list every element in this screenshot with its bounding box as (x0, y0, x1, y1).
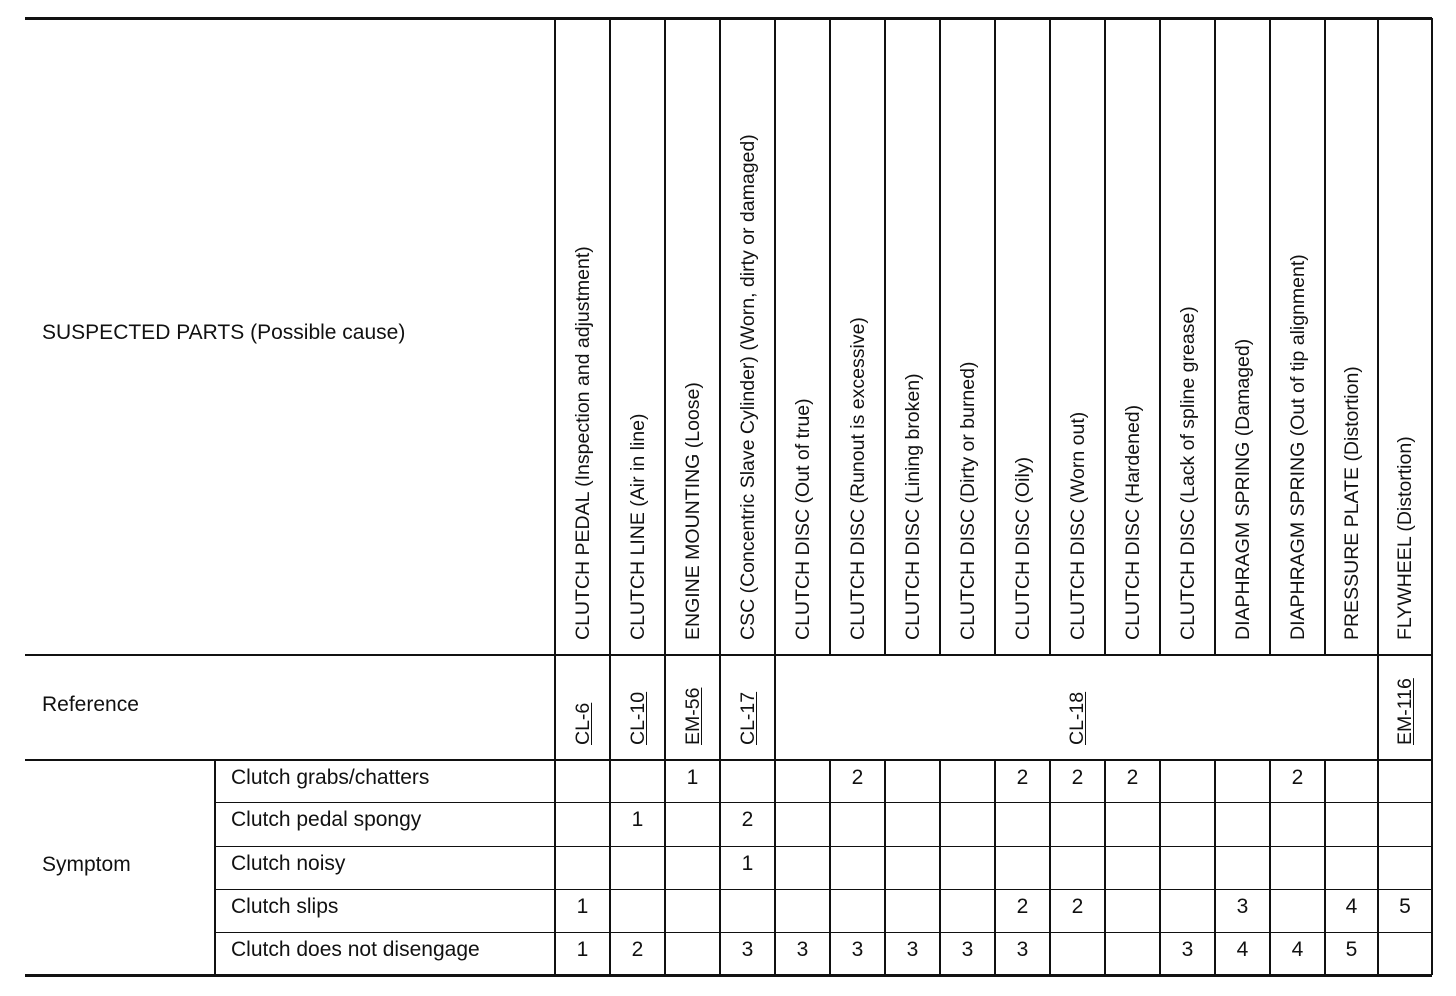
column-divider (1104, 760, 1105, 975)
priority-cell: 2 (1126, 766, 1139, 789)
column-divider (1049, 760, 1050, 975)
reference-divider-vertical (609, 655, 610, 760)
column-divider (1214, 760, 1215, 975)
column-divider (1104, 18, 1105, 655)
column-divider (554, 18, 555, 655)
part-header: CLUTCH DISC (Hardened) (1121, 404, 1144, 640)
column-divider (1049, 18, 1050, 655)
priority-cell: 2 (851, 766, 864, 789)
priority-cell: 5 (1399, 895, 1411, 918)
reference-link[interactable]: EM-116 (1394, 678, 1416, 745)
table-title: SUSPECTED PARTS (Possible cause) (42, 321, 406, 344)
priority-cell: 2 (631, 938, 644, 961)
symptom-name: Clutch noisy (231, 852, 346, 875)
part-header: CLUTCH DISC (Out of true) (791, 398, 814, 640)
symptom-name: Clutch pedal spongy (231, 808, 422, 831)
column-divider (609, 760, 610, 975)
column-divider (884, 760, 885, 975)
part-header: CLUTCH DISC (Oily) (1011, 456, 1034, 640)
column-divider (554, 760, 555, 975)
part-header: CSC (Concentric Slave Cylinder) (Worn, dirty or damaged) (736, 134, 759, 640)
column-divider (774, 760, 775, 975)
column-divider (994, 760, 995, 975)
top-border (25, 17, 1432, 20)
reference-link[interactable]: EM-56 (681, 687, 704, 745)
column-divider (719, 18, 720, 655)
priority-cell: 3 (1181, 938, 1194, 961)
column-divider (939, 760, 940, 975)
priority-cell: 3 (1016, 938, 1029, 961)
priority-cell: 1 (576, 895, 589, 918)
symptom-column-divider (214, 760, 216, 975)
column-divider (1159, 18, 1160, 655)
column-divider (994, 18, 995, 655)
part-header: CLUTCH DISC (Worn out) (1066, 411, 1089, 640)
reference-divider-vertical (719, 655, 720, 760)
symptom-name: Clutch does not disengage (231, 938, 480, 961)
column-divider (1377, 760, 1378, 975)
column-divider (1324, 760, 1325, 975)
priority-cell: 3 (906, 938, 919, 961)
part-header: PRESSURE PLATE (Distortion) (1340, 366, 1363, 640)
priority-cell: 2 (1291, 766, 1304, 789)
reference-link[interactable]: CL-17 (736, 691, 759, 745)
reference-divider-vertical (554, 655, 555, 760)
priority-cell: 3 (961, 938, 974, 961)
part-header: DIAPHRAGM SPRING (Damaged) (1231, 338, 1254, 640)
reference-label: Reference (42, 693, 139, 716)
column-divider (1214, 18, 1215, 655)
reference-divider-vertical (664, 655, 665, 760)
symptom-label: Symptom (42, 853, 131, 876)
priority-cell: 3 (796, 938, 809, 961)
column-divider (1269, 18, 1270, 655)
reference-divider-vertical (1431, 655, 1432, 760)
column-divider (719, 760, 720, 975)
column-divider (1377, 18, 1378, 655)
priority-cell: 3 (851, 938, 864, 961)
reference-link[interactable]: CL-18 (1065, 691, 1088, 745)
column-divider (829, 760, 830, 975)
priority-cell: 2 (1016, 895, 1029, 918)
column-divider (664, 760, 665, 975)
part-header: CLUTCH PEDAL (Inspection and adjustment) (571, 246, 594, 640)
part-header: ENGINE MOUNTING (Loose) (681, 382, 704, 640)
column-divider (1269, 760, 1270, 975)
reference-divider-vertical (1377, 655, 1378, 760)
priority-cell: 3 (1236, 895, 1249, 918)
part-header: FLYWHEEL (Distortion) (1394, 436, 1416, 640)
row-divider (215, 889, 1432, 890)
column-divider (884, 18, 885, 655)
column-divider (1159, 760, 1160, 975)
symptom-name: Clutch slips (231, 895, 339, 918)
column-divider (1324, 18, 1325, 655)
reference-link[interactable]: CL-6 (571, 702, 594, 745)
row-divider (215, 802, 1432, 803)
priority-cell: 1 (686, 766, 699, 789)
priority-cell: 1 (741, 852, 754, 875)
column-divider (774, 18, 775, 655)
priority-cell: 2 (1071, 766, 1084, 789)
row-divider (215, 932, 1432, 933)
row-divider (215, 846, 1432, 847)
column-divider (1431, 760, 1432, 975)
part-header: DIAPHRAGM SPRING (Out of tip alignment) (1286, 254, 1309, 640)
priority-cell: 4 (1291, 938, 1304, 961)
header-divider (25, 654, 1432, 656)
priority-cell: 4 (1345, 895, 1358, 918)
priority-cell: 1 (576, 938, 589, 961)
column-divider (1431, 18, 1432, 655)
symptom-name: Clutch grabs/chatters (231, 766, 430, 789)
part-header: CLUTCH LINE (Air in line) (626, 413, 649, 640)
priority-cell: 3 (741, 938, 754, 961)
priority-cell: 2 (1016, 766, 1029, 789)
bottom-border (25, 974, 1432, 977)
column-divider (829, 18, 830, 655)
priority-cell: 2 (741, 808, 754, 831)
column-divider (609, 18, 610, 655)
priority-cell: 2 (1071, 895, 1084, 918)
part-header: CLUTCH DISC (Dirty or burned) (956, 361, 979, 640)
part-header: CLUTCH DISC (Lack of spline grease) (1176, 306, 1199, 640)
priority-cell: 1 (631, 808, 644, 831)
priority-cell: 5 (1345, 938, 1358, 961)
column-divider (664, 18, 665, 655)
part-header: CLUTCH DISC (Lining broken) (901, 373, 924, 640)
column-divider (939, 18, 940, 655)
reference-divider (25, 759, 1432, 761)
reference-link[interactable]: CL-10 (626, 691, 649, 745)
priority-cell: 4 (1236, 938, 1249, 961)
reference-divider-vertical (774, 655, 775, 760)
part-header: CLUTCH DISC (Runout is excessive) (846, 317, 869, 640)
